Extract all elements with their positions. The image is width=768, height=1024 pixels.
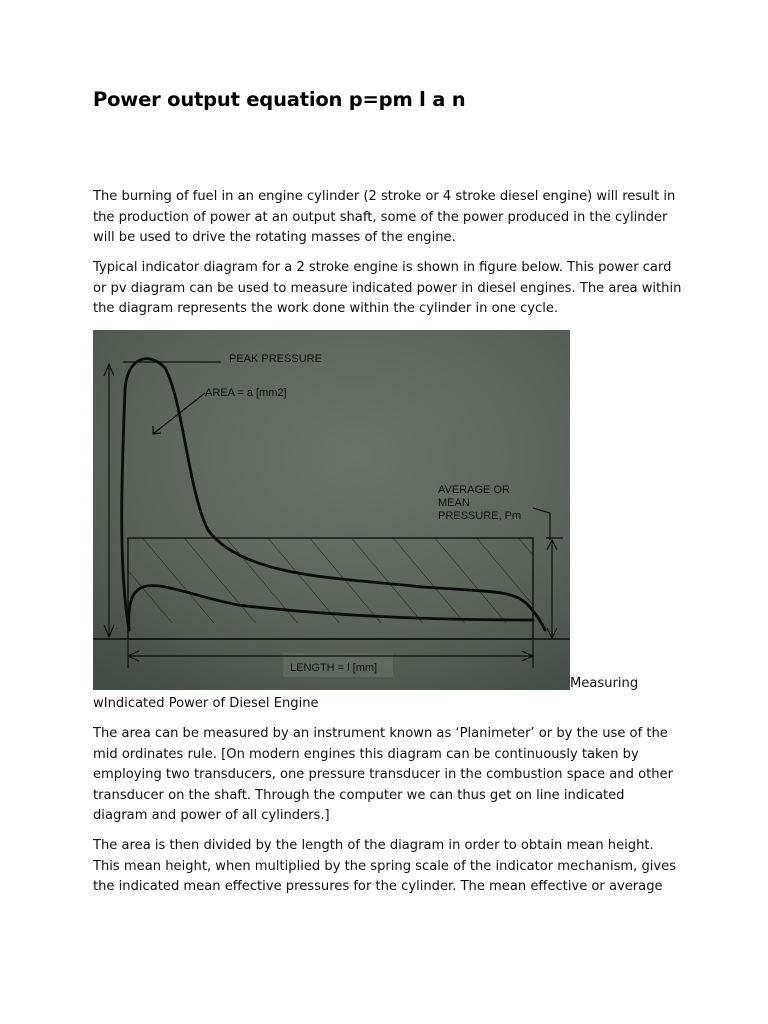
mean-pressure-label-line-2: MEAN [438, 497, 470, 509]
paragraph-planimeter: The area can be measured by an instrument known as ‘Planimeter’ or by the use of the mid ordinates rule. [On modern engines this diagram can be continuously taken by employing two transducers, one pressure transducer in the combustion space and other transducer on the shaft. Through the computer we can thus get on line indicated diagram and power of all cylinders.] [93, 726, 673, 823]
area-label: AREA = a [mm2] [205, 387, 287, 399]
page-title: Power output equation p=pm l a n [93, 88, 466, 111]
mean-pressure-label-line-1: AVERAGE OR [438, 484, 510, 496]
figure-caption-part-1: Measuring [570, 676, 639, 691]
mean-pressure-label-line-3: PRESSURE, Pm [438, 510, 522, 522]
indicator-diagram-photo [93, 330, 570, 690]
paragraph-intro: The burning of fuel in an engine cylinder (2 stroke or 4 stroke diesel engine) will result in the production of power at an output shaft, some of the power produced in the cylinder will be used to drive the rotating masses of the engine. [93, 189, 676, 245]
peak-pressure-label: PEAK PRESSURE [229, 353, 322, 365]
length-label: LENGTH = l [mm] [290, 662, 378, 674]
paragraph-mean-height: The area is then divided by the length of the diagram in order to obtain mean height. This mean height, when multiplied by the spring scale of the indicator mechanism, gives the indicated mean effective pressures for the cylinder. The mean effective or average [93, 838, 677, 894]
paragraph-indicator-diagram: Typical indicator diagram for a 2 stroke engine is shown in figure below. This power card or pv diagram can be used to measure indicated power in diesel engines. The area within the diagram represents the work done within the cylinder in one cycle. [93, 260, 682, 316]
figure-caption-part-2: wIndicated Power of Diesel Engine [93, 696, 319, 711]
